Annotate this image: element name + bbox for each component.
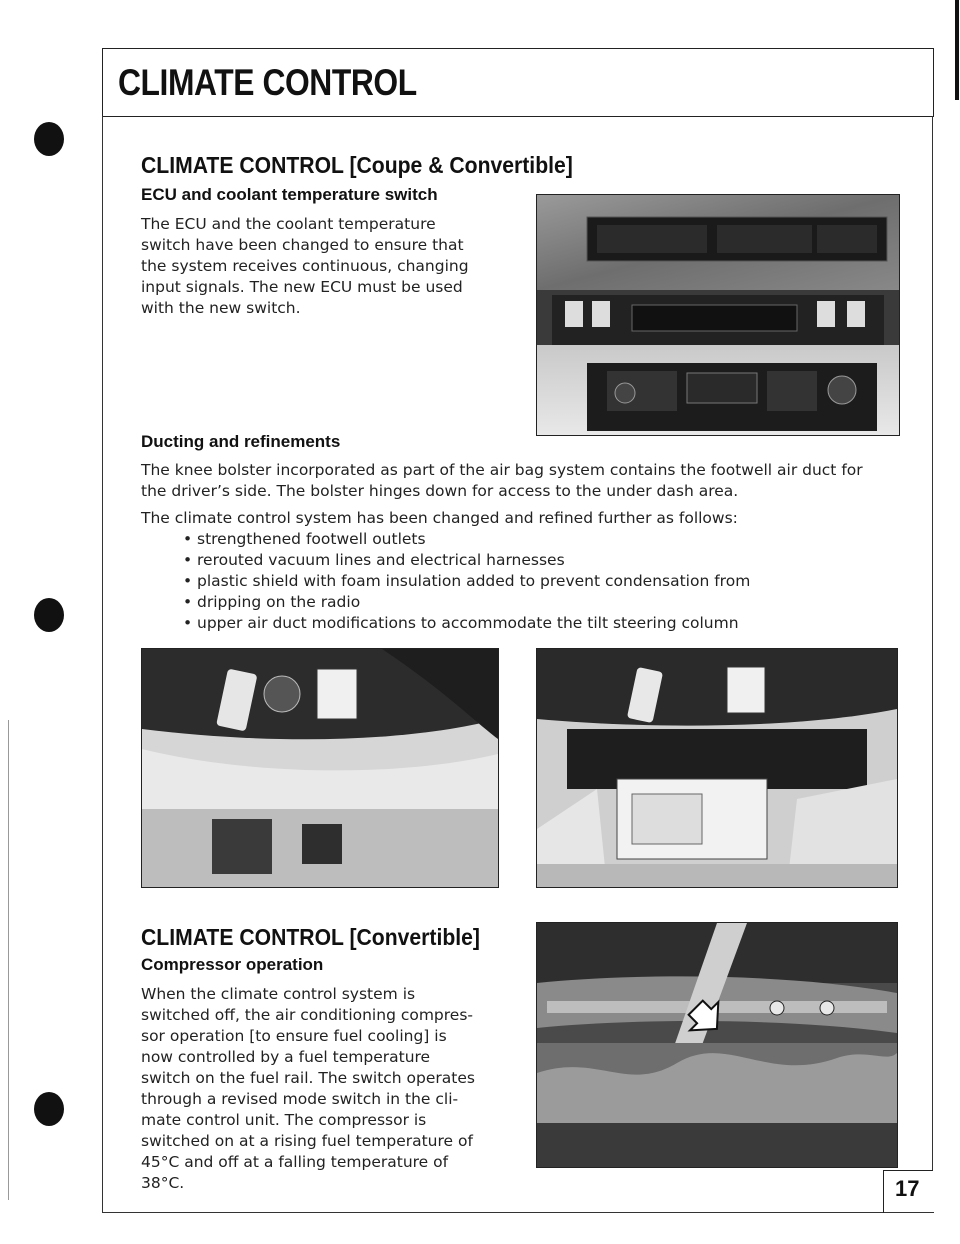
text-line: switched off, the air conditioning compres-	[141, 1006, 474, 1024]
text-line: The knee bolster incorporated as part of the air bag system contains the footwell air duct for	[141, 461, 863, 479]
text-line: switch have been changed to ensure that	[141, 236, 464, 254]
photo-under-dash-illustration	[537, 649, 897, 887]
text-line: through a revised mode switch in the cli-	[141, 1090, 459, 1108]
text-line: mate control unit. The compressor is	[141, 1111, 427, 1129]
frame-left-rule	[102, 116, 103, 1212]
text-line: When the climate control system is	[141, 985, 416, 1003]
binder-hole	[34, 598, 64, 632]
text-line: sor operation [to ensure fuel cooling] is	[141, 1027, 447, 1045]
list-item: • upper air duct modifications to accommodate the tilt steering column	[183, 613, 750, 634]
text-line: switch on the fuel rail. The switch operates	[141, 1069, 475, 1087]
text-line: The ECU and the coolant temperature	[141, 215, 436, 233]
text-line: with the new switch.	[141, 299, 301, 317]
section-heading-coupe-convertible: CLIMATE CONTROL [Coupe & Convertible]	[141, 152, 573, 178]
binder-hole	[34, 122, 64, 156]
frame-right-rule	[932, 116, 933, 1170]
text-line: the system receives continuous, changing	[141, 257, 469, 275]
photo-knee-bolster-illustration	[142, 649, 498, 887]
paragraph-refinements-intro: The climate control system has been changed and refined further as follows:	[141, 509, 738, 527]
scan-edge-mark	[955, 0, 959, 100]
page-number: 17	[895, 1176, 920, 1201]
text-line: input signals. The new ECU must be used	[141, 278, 463, 296]
refinements-list	[183, 529, 750, 634]
subheading-compressor: Compressor operation	[141, 955, 324, 974]
text-line: switched on at a rising fuel temperature of	[141, 1132, 473, 1150]
text-line: 45°C and off at a falling temperature of	[141, 1153, 449, 1171]
text-line: the driver’s side. The bolster hinges down for access to the under dash area.	[141, 482, 739, 500]
binder-hole	[34, 1092, 64, 1126]
frame-bottom-rule	[102, 1212, 934, 1213]
list-item: • plastic shield with foam insulation added to prevent condensation from	[183, 571, 750, 592]
list-item: • rerouted vacuum lines and electrical harnesses	[183, 550, 750, 571]
text-line: now controlled by a fuel temperature	[141, 1048, 431, 1066]
text-line: 38°C.	[141, 1174, 185, 1192]
subheading-ducting: Ducting and refinements	[141, 432, 341, 451]
photo-engine-illustration	[537, 923, 897, 1167]
list-item-continuation-text: dripping on the radio	[197, 593, 361, 611]
paragraph-compressor	[141, 984, 475, 1194]
page-title: CLIMATE CONTROL	[118, 62, 417, 103]
paragraph-ecu	[141, 214, 469, 319]
list-item-continuation	[183, 592, 750, 613]
paragraph-knee-bolster	[141, 460, 863, 502]
photo-knee-bolster-closed	[141, 648, 499, 888]
section-heading-convertible: CLIMATE CONTROL [Convertible]	[141, 924, 480, 950]
list-item: • strengthened footwell outlets	[183, 529, 750, 550]
photo-dashboard-illustration	[537, 195, 899, 435]
photo-fuel-rail-switch	[536, 922, 898, 1168]
photo-knee-bolster-open	[536, 648, 898, 888]
subheading-ecu: ECU and coolant temperature switch	[141, 185, 438, 204]
header-rule	[102, 116, 934, 117]
photo-climate-control-panel	[536, 194, 900, 436]
scan-edge-line	[8, 720, 9, 1200]
